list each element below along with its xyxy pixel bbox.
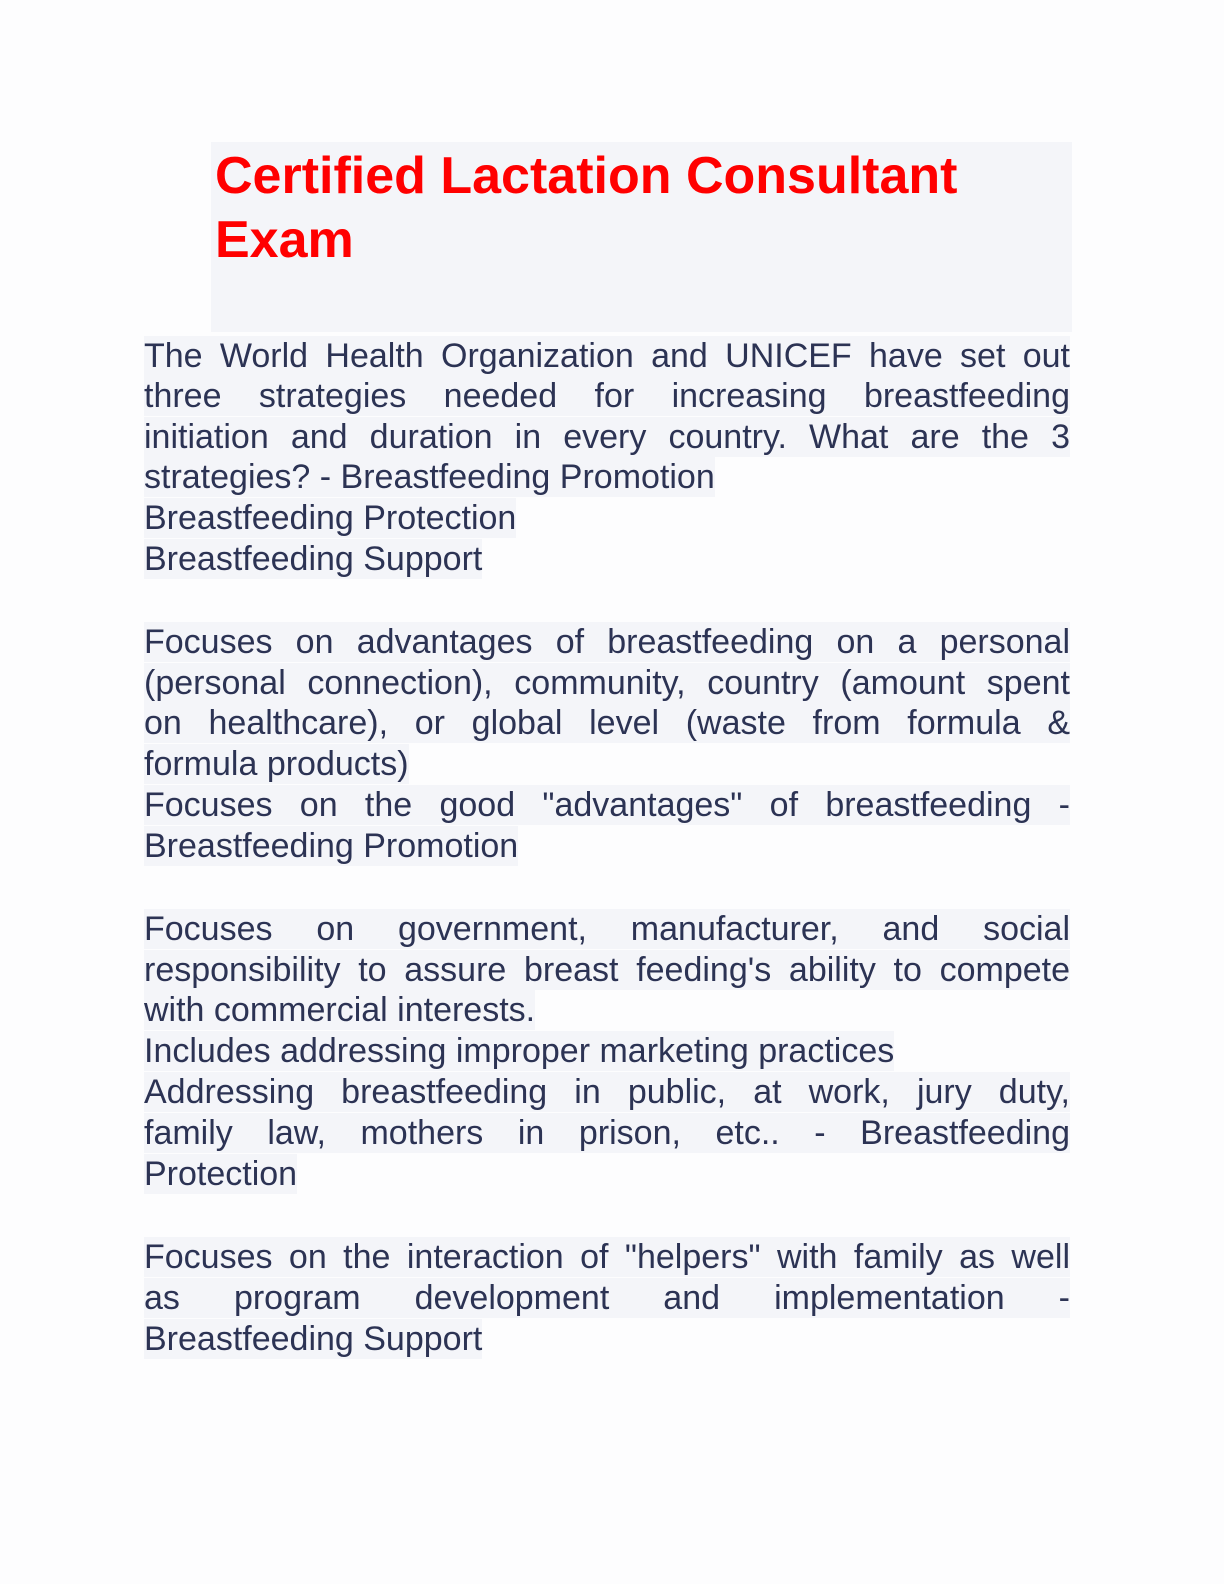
text-line: Breastfeeding Support: [144, 540, 483, 578]
text-line: Focuses on advantages of breastfeeding on a personal: [144, 623, 1070, 661]
text-line: initiation and duration in every country. What are the 3: [144, 418, 1070, 456]
text-line: Breastfeeding Protection: [144, 499, 517, 537]
text-line: Addressing breastfeeding in public, at work, jury duty,: [144, 1073, 1070, 1111]
text-line: Focuses on the good "advantages" of breastfeeding -: [144, 786, 1070, 824]
text-line: Breastfeeding Support: [144, 1320, 483, 1358]
text-line: on healthcare), or global level (waste from formula &: [144, 704, 1070, 742]
text-line: (personal connection), community, country (amount spent: [144, 664, 1070, 702]
text-line: The World Health Organization and UNICEF have set out: [144, 337, 1070, 375]
text-line: Breastfeeding Promotion: [144, 827, 519, 865]
text-line: Focuses on the interaction of "helpers" with family as well: [144, 1238, 1070, 1276]
text-line: Protection: [144, 1155, 298, 1193]
title-block: [211, 142, 1072, 332]
text-line: responsibility to assure breast feeding's ability to compete: [144, 951, 1070, 989]
text-line: three strategies needed for increasing breastfeeding: [144, 377, 1070, 415]
text-line: as program development and implementation -: [144, 1279, 1070, 1317]
text-line: family law, mothers in prison, etc.. - Breastfeeding: [144, 1114, 1070, 1152]
document-title-line-2: Exam: [215, 211, 354, 269]
text-line: with commercial interests.: [144, 991, 536, 1029]
text-line: Includes addressing improper marketing practices: [144, 1032, 895, 1070]
text-line: formula products): [144, 745, 409, 783]
text-line: strategies? - Breastfeeding Promotion: [144, 458, 715, 496]
text-line: Focuses on government, manufacturer, and social: [144, 910, 1070, 948]
document-title-line-1: Certified Lactation Consultant: [215, 147, 958, 205]
